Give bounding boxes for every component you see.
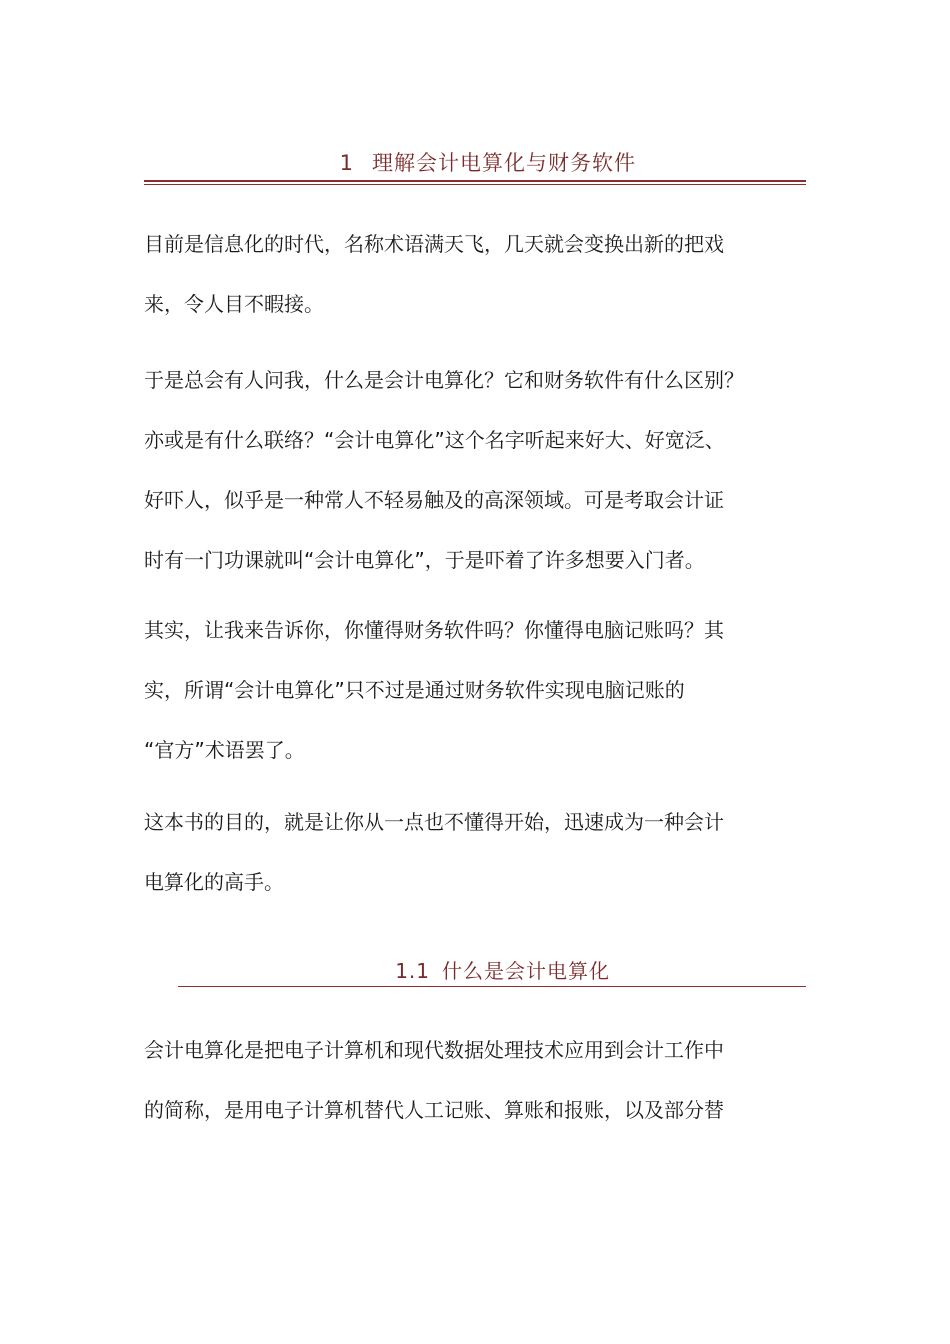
paragraph-line: 于是总会有人问我，什么是会计电算化？它和财务软件有什么区别？	[144, 368, 744, 392]
paragraph-4	[144, 792, 806, 912]
paragraph-line: 目前是信息化的时代，名称术语满天飞，几天就会变换出新的把戏	[144, 232, 724, 256]
paragraph-line: 电算化的高手。	[144, 870, 284, 894]
paragraph-line: 时有一门功课就叫“会计电算化”，于是吓着了许多想要入门者。	[144, 548, 705, 572]
paragraph-line: 来，令人目不暇接。	[144, 292, 324, 316]
section-title-text: 什么是会计电算化	[442, 959, 610, 983]
paragraph-line: 的简称，是用电子计算机替代人工记账、算账和报账，以及部分替	[144, 1098, 724, 1122]
chapter-rule-thick	[144, 180, 806, 182]
paragraph-5	[144, 1020, 806, 1140]
paragraph-line: 这本书的目的，就是让你从一点也不懂得开始，迅速成为一种会计	[144, 810, 724, 834]
paragraph-1	[144, 214, 806, 334]
section-number: 1.1	[395, 959, 430, 983]
paragraph-line: 实，所谓“会计电算化”只不过是通过财务软件实现电脑记账的	[144, 678, 685, 702]
paragraph-line: 亦或是有什么联络？“会计电算化”这个名字听起来好大、好宽泛、	[144, 428, 725, 452]
chapter-title-text: 理解会计电算化与财务软件	[372, 151, 636, 175]
section-title	[178, 956, 806, 986]
paragraph-2	[144, 350, 806, 590]
chapter-title	[144, 148, 806, 178]
paragraph-line: 好吓人，似乎是一种常人不轻易触及的高深领域。可是考取会计证	[144, 488, 724, 512]
chapter-heading	[144, 148, 806, 185]
paragraph-line: “官方”术语罢了。	[144, 738, 305, 762]
chapter-number: 1	[339, 151, 354, 175]
paragraph-3	[144, 600, 806, 780]
section-heading	[178, 956, 806, 987]
paragraph-line: 会计电算化是把电子计算机和现代数据处理技术应用到会计工作中	[144, 1038, 724, 1062]
section-rule	[178, 986, 806, 987]
chapter-rule-thin	[144, 184, 806, 185]
paragraph-line: 其实，让我来告诉你，你懂得财务软件吗？你懂得电脑记账吗？其	[144, 618, 724, 642]
